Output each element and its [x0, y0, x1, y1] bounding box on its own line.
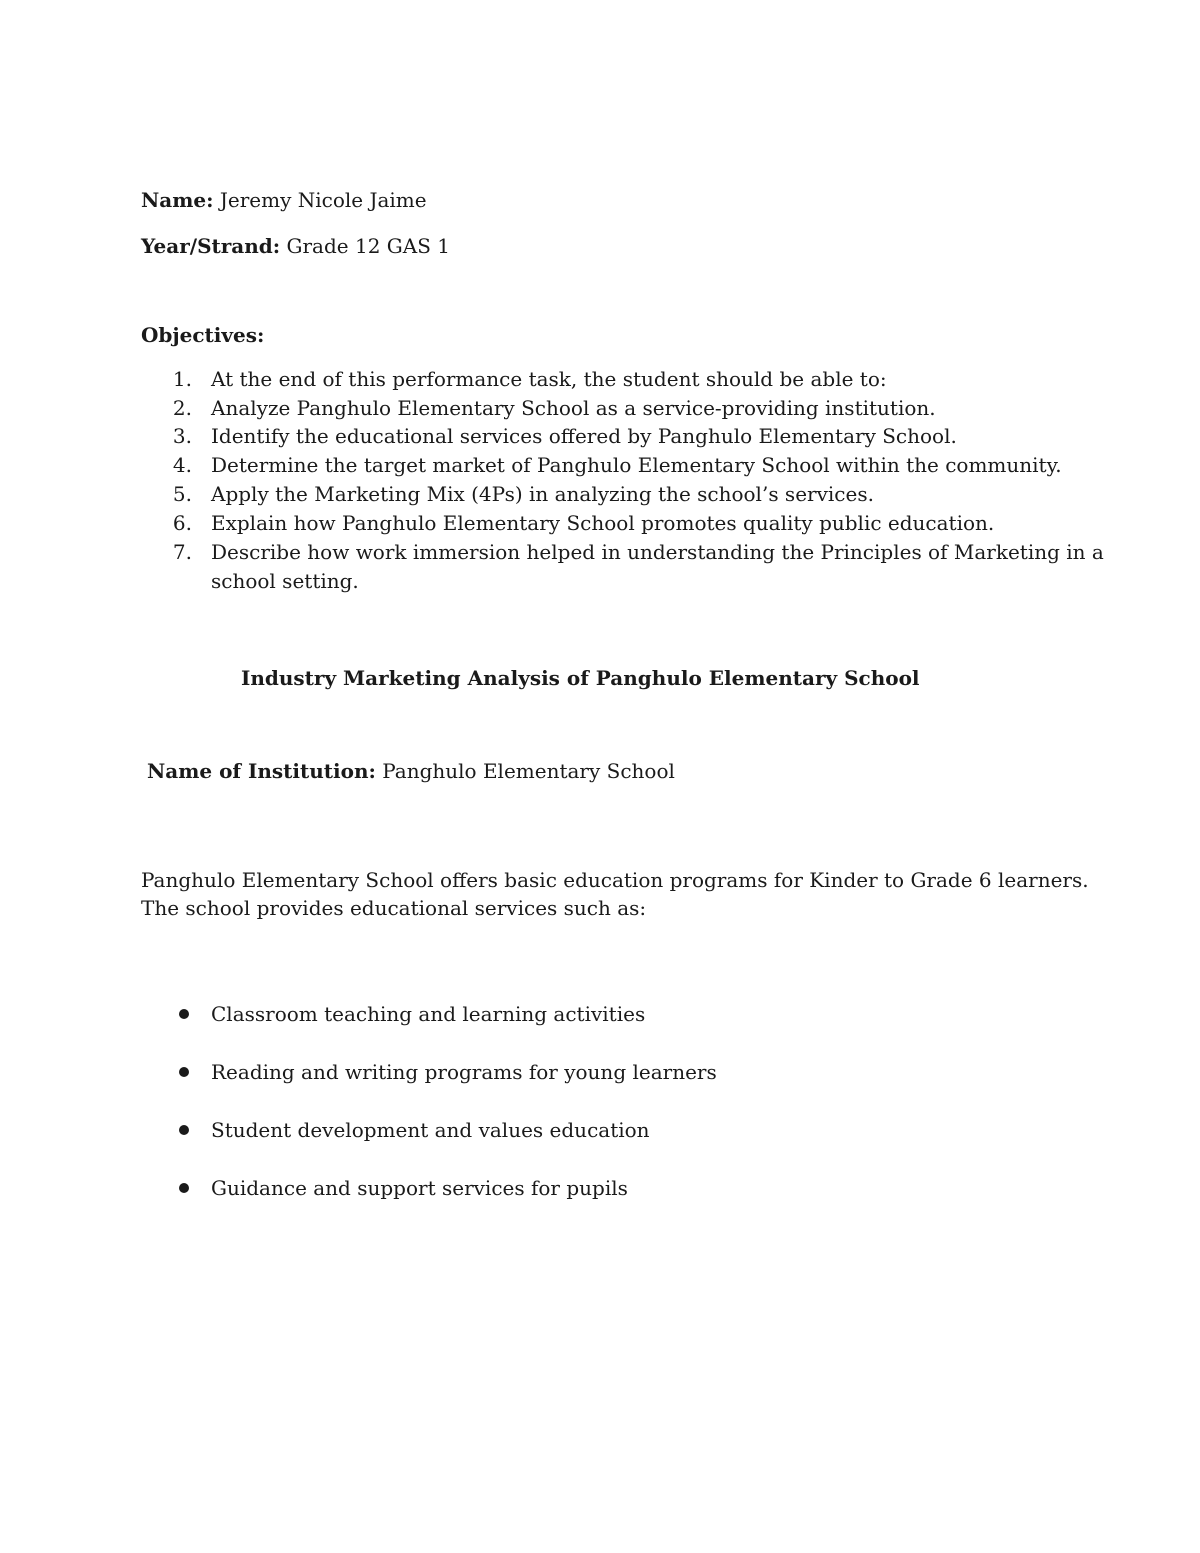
- service-text: Student development and values education: [211, 1118, 650, 1142]
- institution-value: Panghulo Elementary School: [375, 759, 675, 783]
- analysis-title: Industry Marketing Analysis of Panghulo Elementary School: [241, 666, 920, 690]
- objective-number: 3.: [172, 424, 192, 448]
- objective-number: 6.: [172, 511, 192, 535]
- name-value: Jeremy Nicole Jaime: [213, 188, 427, 212]
- bullet-icon: [179, 1125, 189, 1135]
- objective-number: 4.: [172, 453, 192, 477]
- strand-label: Year/Strand:: [141, 234, 281, 258]
- bullet-icon: [179, 1009, 189, 1019]
- objective-number: 1.: [172, 367, 192, 391]
- objective-text: Analyze Panghulo Elementary School as a service-providing institution.: [211, 396, 936, 420]
- service-text: Guidance and support services for pupils: [211, 1176, 628, 1200]
- bullet-icon: [179, 1183, 189, 1193]
- objective-number: 5.: [172, 482, 192, 506]
- objective-text: Explain how Panghulo Elementary School promotes quality public education.: [211, 511, 995, 535]
- objective-text: Identify the educational services offered by Panghulo Elementary School.: [211, 424, 957, 448]
- objective-text: Describe how work immersion helped in understanding the Principles of Marketing in a: [211, 540, 1104, 564]
- objective-number: 2.: [172, 396, 192, 420]
- strand-value: Grade 12 GAS 1: [280, 234, 450, 258]
- name-label: Name:: [141, 188, 214, 212]
- objectives-heading: Objectives:: [141, 323, 265, 347]
- objective-text-continued: school setting.: [211, 569, 359, 593]
- year-strand-line: [141, 232, 450, 260]
- service-text: Reading and writing programs for young learners: [211, 1060, 717, 1084]
- paragraph-line: Panghulo Elementary School offers basic education programs for Kinder to Grade 6 learners.: [141, 868, 1089, 892]
- service-text: Classroom teaching and learning activities: [211, 1002, 646, 1026]
- student-name-line: [141, 186, 427, 214]
- paragraph-line: The school provides educational services such as:: [141, 896, 647, 920]
- institution-label: Name of Institution:: [147, 759, 376, 783]
- objective-text: Determine the target market of Panghulo Elementary School within the community.: [211, 453, 1062, 477]
- institution-line: [147, 757, 675, 785]
- objective-number: 7.: [172, 540, 192, 564]
- objective-text: At the end of this performance task, the student should be able to:: [211, 367, 887, 391]
- bullet-icon: [179, 1067, 189, 1077]
- objective-text: Apply the Marketing Mix (4Ps) in analyzing the school’s services.: [211, 482, 874, 506]
